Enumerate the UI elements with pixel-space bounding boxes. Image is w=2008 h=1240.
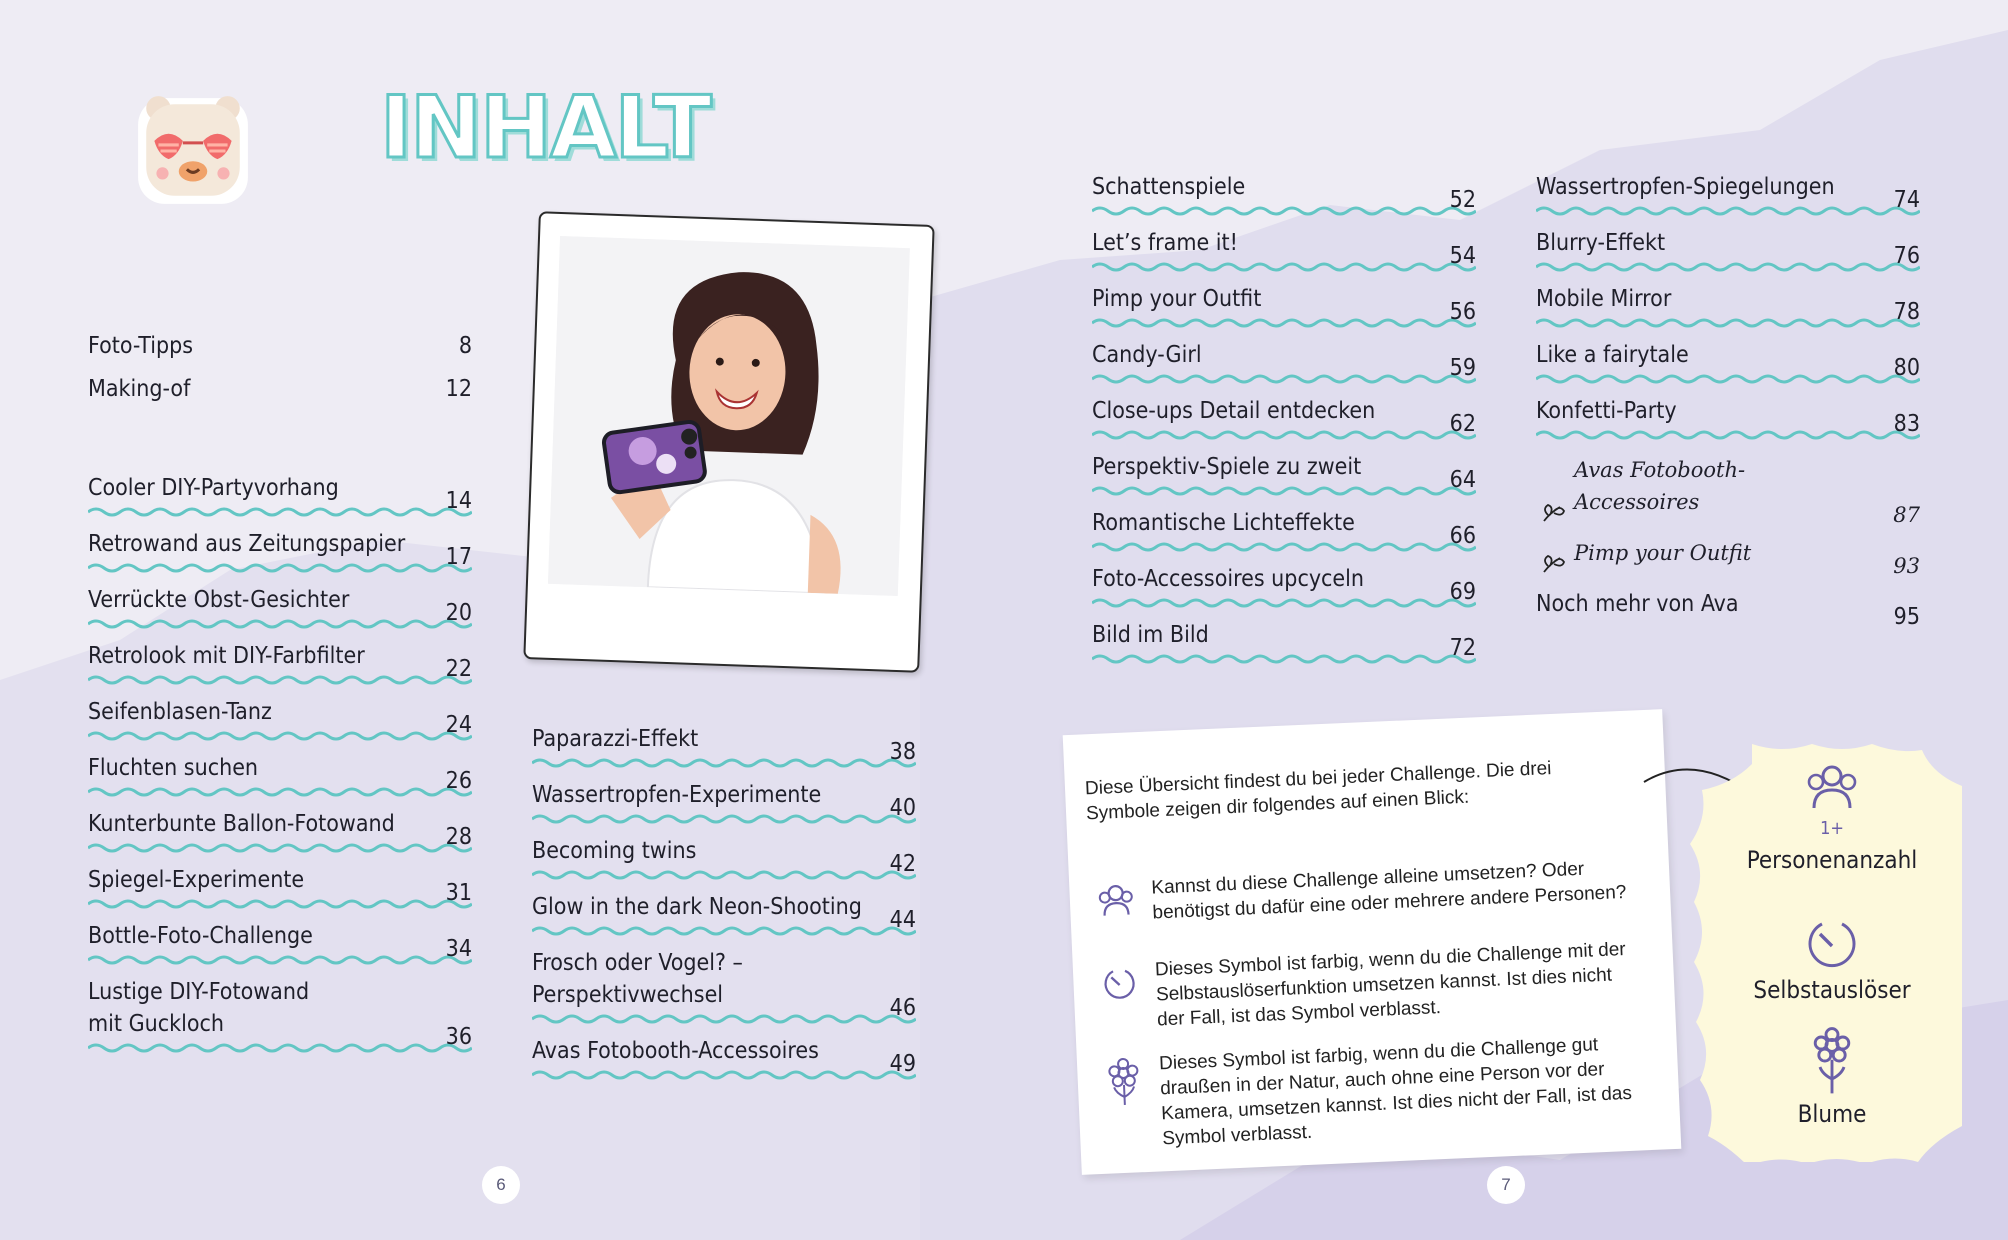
symbol-legend (1672, 738, 1992, 1162)
wavy-underline (532, 926, 916, 936)
toc-entry[interactable] (1092, 227, 1476, 272)
legend-timer-label: Selbstauslöser (1753, 976, 1911, 1004)
wavy-underline (532, 758, 916, 768)
toc-column-2 (532, 723, 916, 1080)
polaroid-photo-frame (523, 211, 934, 673)
toc-entry[interactable] (1092, 283, 1476, 328)
toc-entry-title: Bottle-Foto-Challenge (88, 923, 313, 949)
toc-entry-page: 74 (1893, 187, 1920, 213)
wavy-underline (1536, 430, 1920, 440)
timer-icon (1802, 914, 1862, 974)
toc-entry-title: Fluchten suchen (88, 755, 259, 781)
info-item-flower (1103, 1030, 1647, 1153)
toc-entry[interactable] (1536, 537, 1920, 582)
wavy-underline (1536, 318, 1920, 328)
toc-entry-page: 72 (1449, 635, 1476, 661)
toc-entry-page: 87 (1893, 503, 1920, 527)
toc-entry-page: 26 (445, 768, 472, 794)
wavy-underline (1092, 486, 1476, 496)
toc-entry[interactable] (88, 864, 472, 909)
toc-entry-title: Spiegel-Experimente (88, 867, 305, 893)
toc-entry[interactable] (1092, 619, 1476, 664)
wavy-underline (1092, 262, 1476, 272)
toc-entry-title: Verrückte Obst-Gesichter (88, 587, 350, 613)
flower-doodle-icon (1538, 550, 1566, 578)
wavy-underline (88, 731, 472, 741)
toc-entry[interactable] (88, 920, 472, 965)
toc-entry[interactable] (532, 947, 916, 1024)
wavy-underline (1092, 654, 1476, 664)
toc-entry-title: Konfetti-Party (1536, 398, 1677, 424)
symbol-info-card (1063, 709, 1682, 1175)
toc-entry-page: 36 (445, 1024, 472, 1050)
toc-entry-title: Mobile Mirror (1536, 286, 1672, 312)
legend-count: 1+ (1820, 818, 1844, 839)
wavy-underline (88, 507, 472, 517)
info-intro: Diese Übersicht findest du bei jeder Challenge. Die drei Symbole zeigen dir folgendes auf einen Blick: (1084, 758, 1552, 825)
toc-entry-title: Close-ups Detail entdecken (1092, 398, 1376, 424)
toc-entry-title: Cooler DIY-Partyvorhang (88, 475, 339, 501)
toc-entry-title: Wassertropfen-Experimente (532, 782, 822, 808)
toc-entry-page: 62 (1449, 411, 1476, 437)
toc-entry[interactable] (532, 835, 916, 880)
wavy-underline (88, 563, 472, 573)
toc-column-1 (88, 330, 472, 1053)
wavy-underline (1092, 318, 1476, 328)
toc-column-4 (1536, 171, 1920, 633)
girl-with-phone-illustration (548, 236, 910, 596)
toc-entry[interactable] (1536, 283, 1920, 328)
wavy-underline (1092, 374, 1476, 384)
toc-entry-title: Candy-Girl (1092, 342, 1202, 368)
wavy-underline (1092, 206, 1476, 216)
toc-entry[interactable] (88, 752, 472, 797)
toc-entry[interactable] (532, 891, 916, 936)
toc-entry-page: 12 (445, 376, 472, 402)
toc-entry-title: Foto-Tipps (88, 333, 194, 359)
toc-entry[interactable] (1092, 451, 1476, 496)
toc-entry[interactable] (1536, 588, 1920, 633)
toc-entry-page: 44 (889, 907, 916, 933)
toc-entry-title: Avas Fotobooth-Accessoires (1574, 458, 1746, 514)
legend-persons-label: Personenanzahl (1746, 846, 1918, 874)
toc-entry[interactable] (88, 472, 472, 517)
toc-entry-page: 66 (1449, 523, 1476, 549)
wavy-underline (1536, 206, 1920, 216)
toc-entry-page: 76 (1893, 243, 1920, 269)
toc-entry-page: 59 (1449, 355, 1476, 381)
toc-entry-page: 20 (445, 600, 472, 626)
bear-sticker-icon (132, 88, 254, 210)
page-number-left: 6 (482, 1166, 520, 1204)
toc-entry[interactable] (532, 1035, 916, 1080)
toc-entry-page: 56 (1449, 299, 1476, 325)
toc-entry[interactable] (88, 330, 472, 362)
toc-entry-page: 31 (445, 880, 472, 906)
toc-entry-page: 49 (889, 1051, 916, 1077)
toc-entry-title: Perspektiv-Spiele zu zweit (1092, 454, 1362, 480)
flower-icon (1808, 1026, 1856, 1096)
toc-entry-page: 22 (445, 656, 472, 682)
page-number-right: 7 (1487, 1166, 1525, 1204)
toc-entry-page: 64 (1449, 467, 1476, 493)
toc-entry[interactable] (88, 640, 472, 685)
wavy-underline (1536, 262, 1920, 272)
wavy-underline (532, 1070, 916, 1080)
persons-icon (1095, 880, 1137, 922)
toc-entry-page: 28 (445, 824, 472, 850)
toc-entry-title: Kunterbunte Ballon-Fotowand (88, 811, 395, 837)
toc-entry-title: Paparazzi-Effekt (532, 726, 699, 752)
toc-entry-page: 40 (889, 795, 916, 821)
toc-entry-title: Retrowand aus Zeitungspapier (88, 531, 406, 557)
toc-entry-title: Glow in the dark Neon-Shooting (532, 894, 862, 920)
toc-entry-title: Becoming twins (532, 838, 697, 864)
toc-entry[interactable] (1092, 507, 1476, 552)
toc-entry-title: Retrolook mit DIY-Farbfilter (88, 643, 365, 669)
toc-entry-title: Noch mehr von Ava (1536, 591, 1739, 617)
toc-entry-title: Pimp your Outfit (1574, 541, 1752, 565)
page-title: INHALT (380, 78, 710, 178)
toc-entry-page: 8 (458, 333, 472, 359)
toc-entry-page: 34 (445, 936, 472, 962)
wavy-underline (532, 814, 916, 824)
toc-entry-title: Pimp your Outfit (1092, 286, 1262, 312)
toc-entry-title: Bild im Bild (1092, 622, 1209, 648)
toc-entry[interactable] (1092, 171, 1476, 216)
wavy-underline (1092, 430, 1476, 440)
toc-entry-page: 42 (889, 851, 916, 877)
toc-entry[interactable] (88, 373, 472, 405)
info-text-flower: Dieses Symbol ist farbig, wenn du die Challenge gut draußen in der Natur, auch ohne eine Person vor der Kamera, umsetzen kannst. Ist dies nicht der Fall, ist das Symbol verblasst. (1158, 1034, 1633, 1150)
wavy-underline (1536, 374, 1920, 384)
wavy-underline (88, 787, 472, 797)
wavy-underline (88, 619, 472, 629)
wavy-underline (532, 870, 916, 880)
toc-entry-page: 69 (1449, 579, 1476, 605)
toc-entry-page: 46 (889, 995, 916, 1021)
toc-entry-page: 95 (1893, 604, 1920, 630)
toc-entry-title: Blurry-Effekt (1536, 230, 1666, 256)
toc-entry-title: Frosch oder Vogel? – Perspektivwechsel (532, 950, 743, 1008)
wavy-underline (88, 843, 472, 853)
info-item-persons (1095, 854, 1637, 928)
wavy-underline (88, 1043, 472, 1053)
toc-entry-title: Seifenblasen-Tanz (88, 699, 272, 725)
toc-entry-title: Romantische Lichteffekte (1092, 510, 1355, 536)
toc-entry[interactable] (532, 723, 916, 768)
toc-entry-page: 93 (1893, 554, 1920, 578)
toc-entry[interactable] (1536, 454, 1920, 531)
wavy-underline (88, 899, 472, 909)
flower-icon (1103, 1056, 1145, 1108)
info-text-timer: Dieses Symbol ist farbig, wenn du die Challenge mit der Selbstauslöserfunktion umsetzen kannst. Ist dies nicht der Fall, ist das Symbol verblasst. (1154, 938, 1627, 1031)
toc-entry[interactable] (532, 779, 916, 824)
toc-entry-page: 17 (445, 544, 472, 570)
toc-column-3 (1092, 171, 1476, 664)
persons-icon (1802, 762, 1862, 812)
toc-entry-page: 78 (1893, 299, 1920, 325)
photo-girl-selfie (548, 236, 910, 596)
toc-entry-page: 38 (889, 739, 916, 765)
wavy-underline (532, 1014, 916, 1024)
toc-entry[interactable] (88, 808, 472, 853)
wavy-underline (1092, 542, 1476, 552)
toc-entry[interactable] (1092, 395, 1476, 440)
toc-entry[interactable] (88, 584, 472, 629)
toc-entry-page: 24 (445, 712, 472, 738)
wavy-underline (88, 955, 472, 965)
toc-entry[interactable] (1092, 339, 1476, 384)
toc-entry-title: Avas Fotobooth-Accessoires (532, 1038, 819, 1064)
legend-flower-label: Blume (1797, 1100, 1867, 1128)
toc-entry[interactable] (88, 976, 472, 1053)
flower-doodle-icon (1538, 499, 1566, 527)
info-text-persons: Kannst du diese Challenge alleine umsetzen? Oder benötigst du dafür eine oder mehrere andere Personen? (1150, 858, 1627, 924)
toc-entry-page: 14 (445, 488, 472, 514)
toc-entry-title: Schattenspiele (1092, 174, 1246, 200)
toc-entry-title: Like a fairytale (1536, 342, 1689, 368)
toc-entry-page: 54 (1449, 243, 1476, 269)
toc-entry-title: Lustige DIY-Fotowand mit Guckloch (88, 979, 310, 1037)
toc-entry[interactable] (1536, 339, 1920, 384)
toc-entry-title: Wassertropfen-Spiegelungen (1536, 174, 1835, 200)
toc-entry-title: Making-of (88, 376, 191, 402)
toc-entry-title: Let’s frame it! (1092, 230, 1238, 256)
toc-entry-page: 80 (1893, 355, 1920, 381)
toc-entry-title: Foto-Accessoires upcyceln (1092, 566, 1365, 592)
wavy-underline (88, 675, 472, 685)
toc-entry[interactable] (88, 528, 472, 573)
info-item-timer (1099, 936, 1642, 1034)
toc-entry-page: 52 (1449, 187, 1476, 213)
toc-entry[interactable] (1536, 171, 1920, 216)
wavy-underline (1092, 598, 1476, 608)
toc-entry[interactable] (1536, 395, 1920, 440)
toc-entry-page: 83 (1893, 411, 1920, 437)
toc-entry[interactable] (1536, 227, 1920, 272)
toc-entry[interactable] (1092, 563, 1476, 608)
toc-entry[interactable] (88, 696, 472, 741)
timer-icon (1099, 962, 1141, 1004)
